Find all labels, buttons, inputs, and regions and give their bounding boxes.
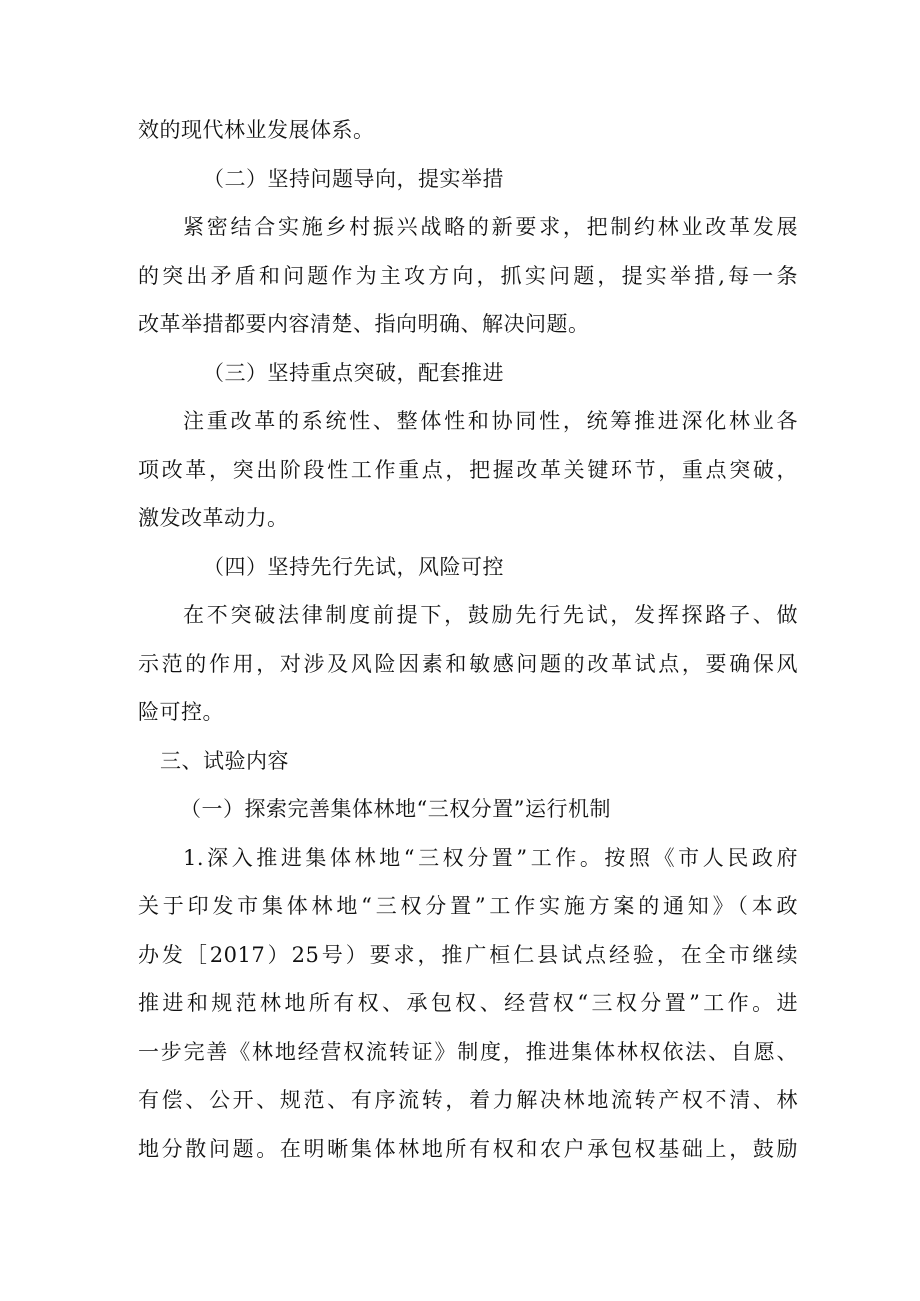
body-text-line: 紧密结合实施乡村振兴战略的新要求，把制约林业改革发展 — [183, 215, 798, 239]
body-text-line: 办发［2017）25号）要求，推广桓仁县试点经验，在全市继续 — [138, 943, 798, 967]
body-text-line: 一步完善《林地经营权流转证》制度，推进集体林权依法、自愿、 — [138, 1040, 798, 1064]
section-heading: （四）坚持先行先试，风险可控 — [203, 555, 504, 579]
body-text-line: 激发改革动力。 — [138, 506, 289, 530]
body-text-line: 项改革，突出阶段性工作重点，把握改革关键环节，重点突破， — [138, 458, 798, 482]
body-text-line: 地分散问题。在明晰集体林地所有权和农户承包权基础上，鼓励 — [138, 1137, 798, 1161]
body-text-line: 1.深入推进集体林地“三权分置”工作。按照《市人民政府 — [183, 846, 798, 870]
body-text-line: 改革举措都要内容清楚、指向明确、解决问题。 — [138, 312, 590, 336]
section-heading: 三、试验内容 — [160, 749, 289, 773]
body-text-line: 推进和规范林地所有权、承包权、经营权“三权分置”工作。进 — [138, 991, 798, 1015]
section-heading: （一）探索完善集体林地“三权分置”运行机制 — [180, 797, 611, 821]
body-text-line: 在不突破法律制度前提下，鼓励先行先试，发挥探路子、做 — [183, 603, 798, 627]
body-text-line: 示范的作用，对涉及风险因素和敏感问题的改革试点，要确保风 — [138, 652, 798, 676]
section-heading: （二）坚持问题导向，提实举措 — [203, 167, 504, 191]
body-text-line: 的突出矛盾和问题作为主攻方向，抓实问题，提实举措,每一条 — [138, 264, 798, 288]
body-text-line: 注重改革的系统性、整体性和协同性，统筹推进深化林业各 — [183, 409, 798, 433]
body-text-line: 有偿、公开、规范、有序流转，着力解决林地流转产权不清、林 — [138, 1088, 798, 1112]
body-text-line: 效的现代林业发展体系。 — [138, 118, 375, 142]
section-heading: （三）坚持重点突破，配套推进 — [203, 361, 504, 385]
body-text-line: 险可控。 — [138, 700, 224, 724]
body-text-line: 关于印发市集体林地“三权分置”工作实施方案的通知》（本政 — [138, 894, 798, 918]
